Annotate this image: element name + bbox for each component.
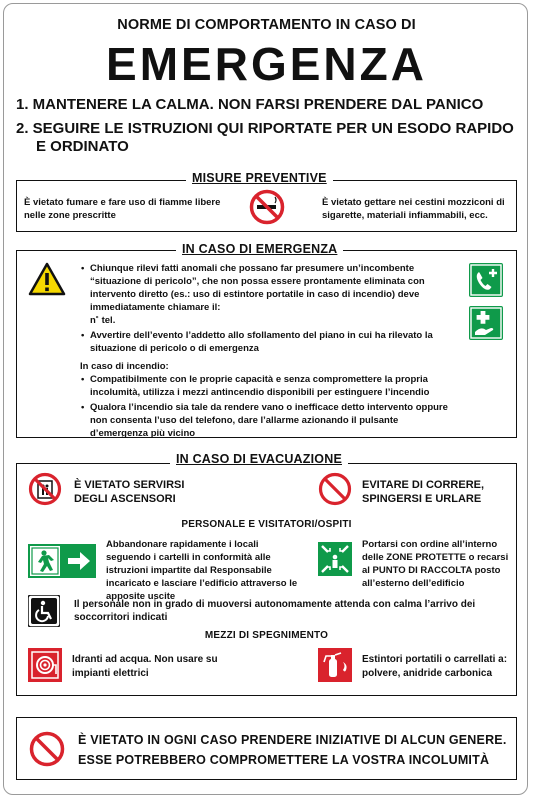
first-aid-icon [469,306,503,340]
preventive-right-text: È vietato gettare nei cestini mozziconi di sigarette, materiali infiammabili, ecc. [322,197,505,221]
evacuation-title: IN CASO DI EVACUAZIONE [170,452,348,466]
rule-2-cont: E ORDINATO [36,138,129,155]
means-heading: MEZZI DI SPEGNIMENTO [204,630,329,641]
emergency-phone-icon [469,263,503,297]
fire-heading: In caso di incendio: [80,361,169,372]
wheelchair-icon [28,595,60,627]
emergency-title: IN CASO DI EMERGENZA [176,242,343,256]
preventive-title: MISURE PREVENTIVE [186,171,333,185]
preventive-left-text: È vietato fumare e fare uso di fiamme libere nelle zone prescritte [24,197,221,221]
warning-icon [28,262,66,296]
emergency-bullet-2: • Avvertire dell’evento l’addetto allo sfollamento del piano in cui ha rilevato la situazione di pericolo o di emergenza [90,329,452,355]
running-text: EVITARE DI CORRERE, SPINGERSI E URLARE [362,479,485,505]
no-running-icon [318,472,352,506]
exit-text: Abbandonare rapidamente i locali seguendo i cartelli in conformità alle istruzioni impartite dal Responsabile incaricato e lasciare l’edificio attraverso le apposite uscite [106,539,298,602]
fire-bullet-1: • Compatibilmente con le proprie capacità e senza compromettere la propria incolumità, utilizza i mezzi antincendio disponibili per estinguere l’incendio [90,373,452,399]
tel-number-label: n˚ tel. [90,315,116,326]
disabled-text: Il personale non in grado di muoversi autonomamente attenda con calma l’arrivo dei soccorritori indicati [74,599,476,623]
fire-extinguisher-icon [318,648,352,682]
rule-1: 1. MANTENERE LA CALMA. NON FARSI PRENDERE DAL PANICO [16,96,484,113]
final-line-1: È VIETATO IN OGNI CASO PRENDERE INIZIATIVE DI ALCUN GENERE. [78,733,507,747]
emergency-text [80,262,452,442]
fire-hose-icon [28,648,62,682]
no-smoking-icon [249,189,285,225]
fire-bullet-2: • Qualora l’incendio sia tale da rendere vano o inefficace detto intervento oppure non consenta l’uso del telefono, dare l’allarme azionando il pulsante d’emergenza più vicino [90,401,452,440]
extinguisher-text: Estintori portatili o carrellati a: polvere, anidride carbonica [362,654,508,679]
assembly-point-icon [318,542,352,576]
emergency-bullet-1: • Chiunque rilevi fatti anomali che possano far presumere un’incombente “situazione di pericolo”, che non possa essere prontamente eliminata con intervento diretto (es.: uso di estintore portatile in caso di incendio) deve immediatamente chiamare il: n˚ tel. [90,262,452,327]
zones-text: Portarsi con ordine all’interno delle ZONE PROTETTE o recarsi al PUNTO DI RACCOLTA posto all’esterno dell’edificio [362,539,509,589]
hydrant-text: Idranti ad acqua. Non usare su impianti elettrici [72,654,218,679]
header-subtitle: NORME DI COMPORTAMENTO IN CASO DI [117,17,416,33]
final-line-2: ESSE POTREBBERO COMPROMETTERE LA VOSTRA INCOLUMITÀ [78,753,490,767]
elevator-text: È VIETATO SERVIRSI DEGLI ASCENSORI [74,479,185,505]
page-title: EMERGENZA [106,38,427,90]
rule-2: 2. SEGUIRE LE ISTRUZIONI QUI RIPORTATE PER UN ESODO RAPIDO [16,120,514,137]
emergency-exit-icon [28,544,96,578]
no-elevator-icon [28,472,62,506]
prohibition-icon [29,731,65,767]
staff-heading: PERSONALE E VISITATORI/OSPITI [181,519,352,530]
